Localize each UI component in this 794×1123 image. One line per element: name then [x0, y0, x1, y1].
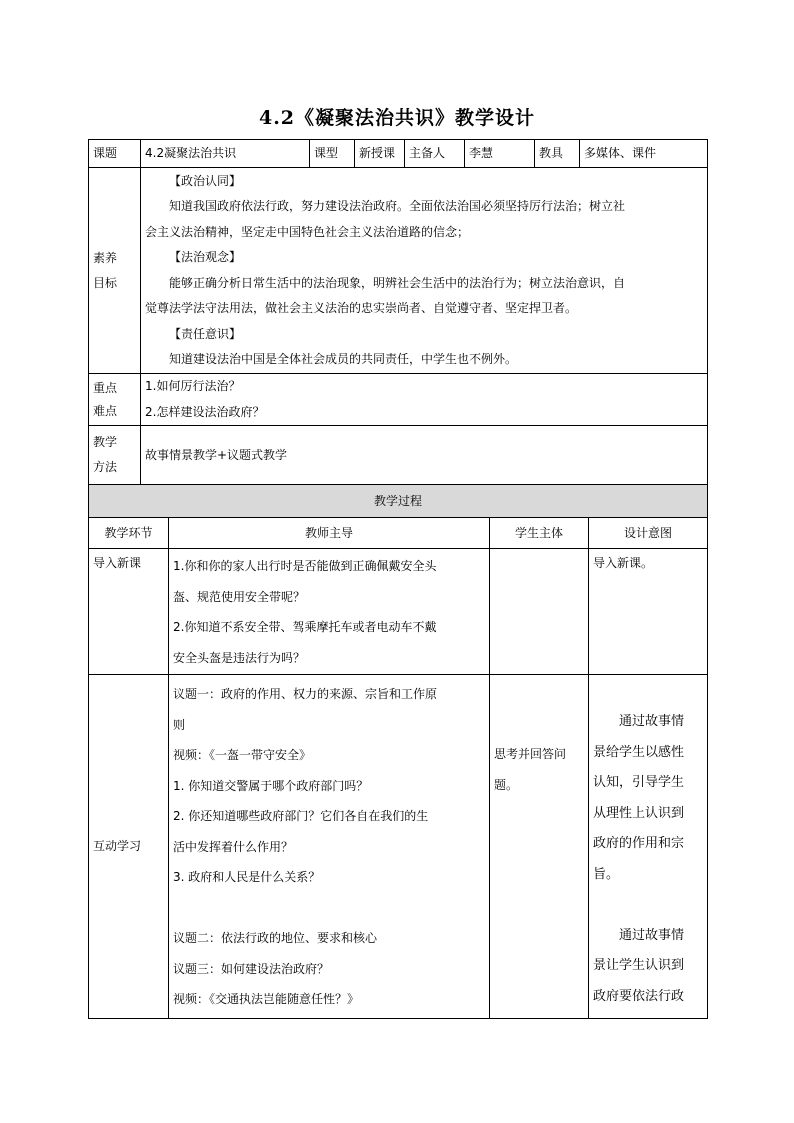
- tools-label: 教具: [535, 140, 580, 168]
- method-label-line1: 教学: [93, 435, 118, 449]
- interactive-stage: 互动学习: [89, 675, 169, 1019]
- teacher-line: 1. 你知道交警属于哪个政府部门吗？: [173, 778, 369, 793]
- type-label: 课型: [310, 140, 355, 168]
- intent-line: 通过故事情: [619, 927, 685, 943]
- intro-stage: 导入新课: [89, 549, 169, 675]
- method-row: [89, 426, 708, 485]
- key-points-content: [141, 374, 708, 426]
- teacher-line: 视频：《一盔一带守安全》: [173, 748, 312, 762]
- teacher-line: 1.你和你的家人出行时是否能做到正确佩戴安全头: [173, 559, 437, 573]
- column-header: 教师主导: [169, 518, 490, 549]
- intent-line: 认知，引导学生: [593, 775, 685, 790]
- process-section-title: 教学过程: [89, 485, 708, 518]
- intent-line: 通过故事情: [619, 714, 685, 729]
- student-line: 题。: [494, 777, 519, 792]
- key-points-row: [89, 374, 708, 426]
- key-points-label-line2: 难点: [93, 403, 118, 418]
- goal-text: 会主义法治精神，坚定走中国特色社会主义法治道路的信念；: [145, 224, 470, 239]
- teacher-line: 议题三：如何建设法治政府？: [173, 961, 330, 976]
- teacher-line: 2. 你还知道哪些政府部门？它们各自在我们的生: [173, 809, 429, 823]
- process-title-row: [89, 485, 708, 518]
- intro-row: [89, 549, 708, 675]
- preparer-value: 李慧: [465, 140, 535, 168]
- process-header-row: [89, 518, 708, 549]
- goal-text: 觉尊法学法守法用法，做社会主义法治的忠实崇尚者、自觉遵守者、坚定捍卫者。: [145, 301, 578, 315]
- interactive-student: [490, 675, 589, 1019]
- teacher-line: 2.你知道不系安全带、驾乘摩托车或者电动车不戴: [173, 620, 437, 634]
- preparer-label: 主备人: [405, 140, 465, 168]
- goal-text: 能够正确分析日常生活中的法治现象，明辨社会生活中的法治行为；树立法治意识，自: [169, 275, 626, 290]
- key-point-item: 1.如何厉行法治？: [145, 379, 241, 393]
- teacher-line: 议题一：政府的作用、权力的来源、宗旨和工作原: [173, 687, 438, 701]
- teacher-line: 则: [173, 717, 186, 732]
- goal-text: 知道我国政府依法行政，努力建设法治政府。全面依法治国必须坚持厉行法治；树立社: [169, 199, 626, 213]
- intent-line-blank: [593, 890, 703, 921]
- goal-heading: 【责任意识】: [169, 326, 242, 341]
- method-content: 故事情景教学+议题式教学: [141, 426, 708, 485]
- teacher-line: 3. 政府和人民是什么关系？: [173, 870, 321, 884]
- key-points-label-line1: 重点: [93, 380, 118, 395]
- goals-label-line2: 目标: [93, 275, 118, 290]
- intro-teacher: [169, 549, 490, 675]
- intent-line: 从理性上认识到: [593, 805, 685, 821]
- intro-student: [490, 549, 589, 675]
- intent-line: 政府的作用和宗: [593, 836, 685, 851]
- teacher-line: 活中发挥着什么作用？: [173, 839, 294, 854]
- key-point-item: 2.怎样建设法治政府？: [145, 404, 265, 419]
- goal-heading: 【法治观念】: [169, 250, 242, 264]
- column-header: 教学环节: [89, 518, 169, 549]
- goals-row: [89, 168, 708, 374]
- intro-intent: 导入新课。: [589, 549, 708, 675]
- lesson-info-table: [88, 139, 708, 485]
- method-label-line2: 方法: [93, 460, 118, 474]
- interactive-row: [89, 675, 708, 1019]
- teacher-line: 盔、规范使用安全带呢？: [173, 589, 306, 604]
- teacher-line: 视频：《交通执法岂能随意任性？》: [173, 992, 360, 1006]
- method-label: [89, 426, 141, 485]
- goals-content: [141, 168, 708, 374]
- goal-heading: 【政治认同】: [169, 173, 242, 188]
- goals-label: [89, 168, 141, 374]
- intent-line: 景让学生认识到: [593, 958, 685, 973]
- intent-line: 政府要依法行政: [593, 988, 685, 1004]
- goals-label-line1: 素养: [93, 250, 118, 265]
- interactive-intent: [589, 675, 708, 1019]
- teacher-line: 议题二：依法行政的地位、要求和核心: [173, 931, 378, 945]
- teaching-process-table: [88, 484, 708, 1019]
- column-header: 学生主体: [490, 518, 589, 549]
- intent-line: 景给学生以感性: [593, 744, 685, 760]
- teacher-line-blank: [173, 893, 485, 924]
- interactive-teacher: [169, 675, 490, 1019]
- header-row: [89, 140, 708, 168]
- topic-value: 4.2凝聚法治共识: [141, 140, 310, 168]
- teacher-line: 安全头盔是违法行为吗？: [173, 650, 306, 665]
- intent-line: 旨。: [593, 866, 620, 882]
- topic-label: 课题: [89, 140, 141, 168]
- type-value: 新授课: [355, 140, 405, 168]
- page-title: 4.2《凝聚法治共识》教学设计: [258, 107, 536, 129]
- tools-value: 多媒体、课件: [580, 140, 708, 168]
- column-header: 设计意图: [589, 518, 708, 549]
- goal-text: 知道建设法治中国是全体社会成员的共同责任，中学生也不例外。: [169, 352, 518, 366]
- student-line: 思考并回答问: [494, 747, 567, 761]
- key-points-label: [89, 374, 141, 426]
